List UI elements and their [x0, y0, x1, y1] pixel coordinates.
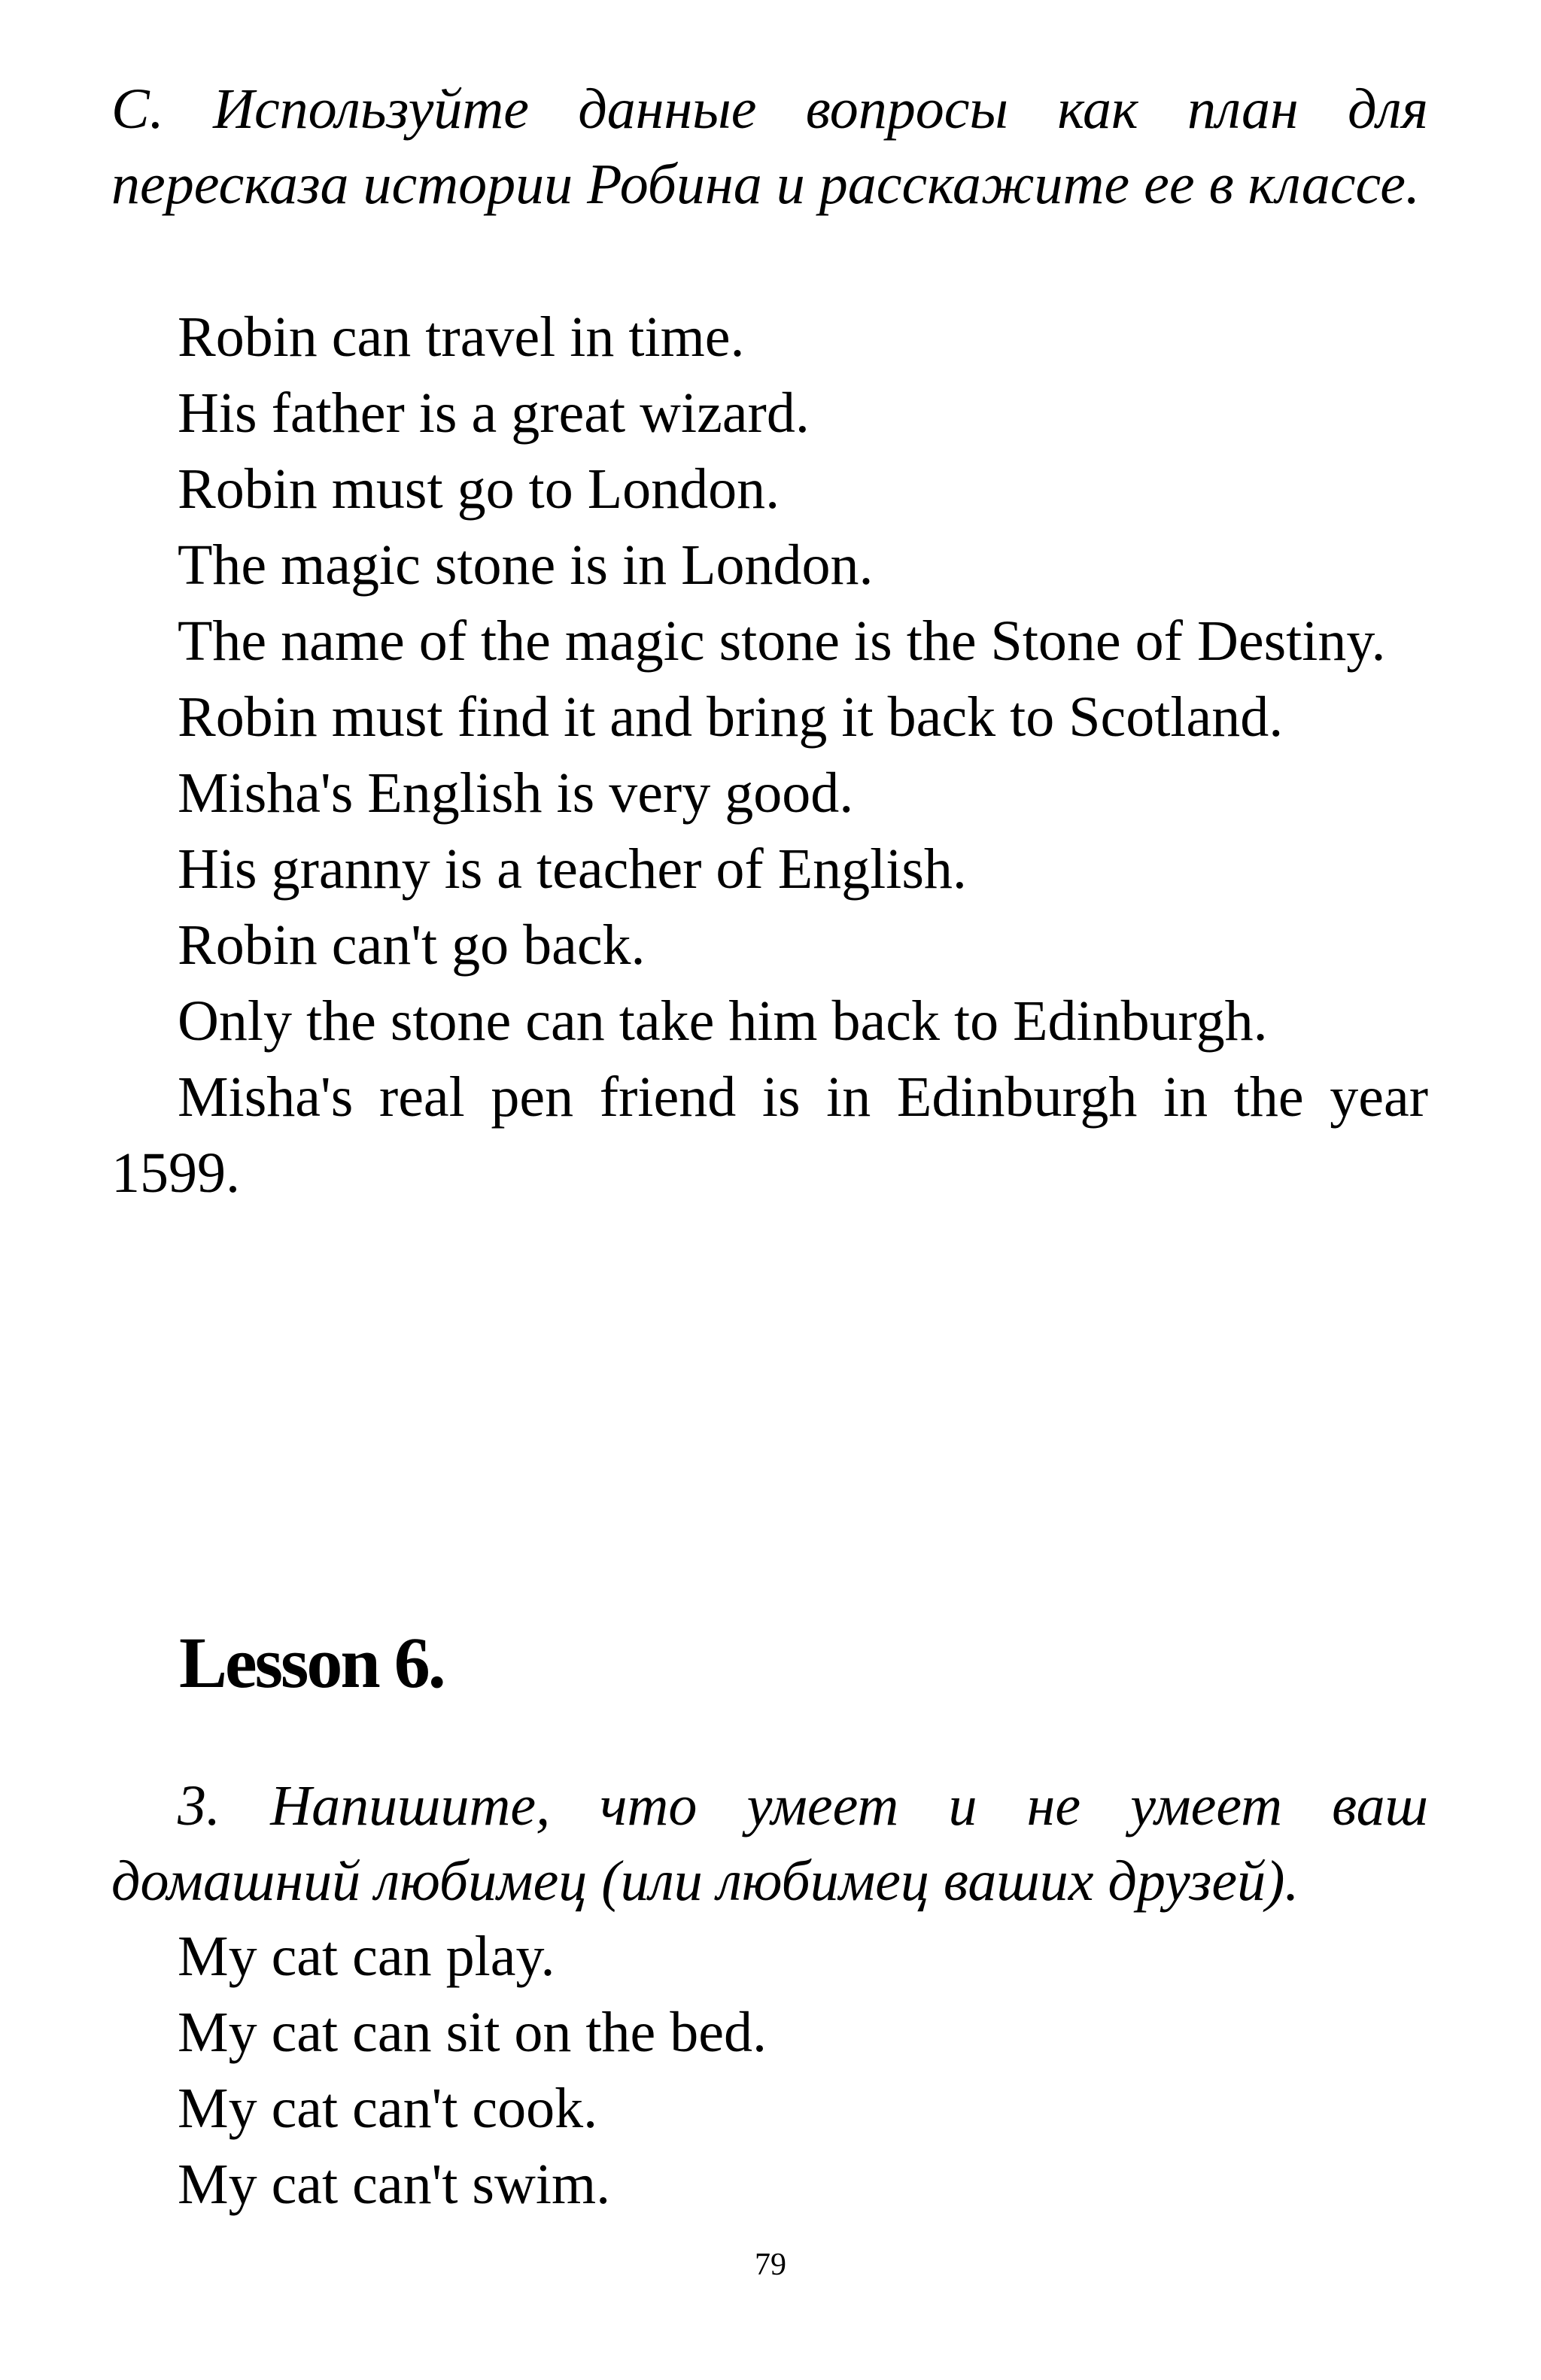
exercise-3-instruction: 3. Напишите, что умеет и не умеет ваш домашний любимец (или любимец ваших друзей).	[111, 1774, 1428, 1913]
exercise-3-lines	[111, 1919, 1428, 2223]
line-find-stone: Robin must find it and bring it back to Scotland.	[178, 685, 1284, 749]
line-misha-english: Misha's English is very good.	[178, 761, 854, 825]
section-c-instruction: С. Используйте данные вопросы как план для пересказа истории Робина и расскажите ее в классе.	[111, 78, 1428, 216]
line-robin-travel: Robin can travel in time.	[178, 305, 745, 369]
page-number: 79	[755, 2248, 786, 2282]
line-stone-of-destiny: The name of the magic stone is the Stone of Destiny.	[178, 609, 1386, 673]
exercise-3	[111, 1768, 1428, 1919]
section-c-lines	[111, 299, 1428, 1211]
section-c	[111, 71, 1428, 222]
line-only-stone: Only the stone can take him back to Edinburgh.	[178, 989, 1268, 1053]
line-cat-cant-cook: My cat can't cook.	[178, 2077, 598, 2140]
line-granny-teacher: His granny is a teacher of English.	[178, 837, 967, 901]
line-cat-sit-bed: My cat can sit on the bed.	[178, 2001, 767, 2064]
line-cat-play: My cat can play.	[178, 1925, 555, 1988]
line-father-wizard: His father is a great wizard.	[178, 381, 810, 445]
line-pen-friend: Misha's real pen friend is in Edinburgh in the year 1599.	[111, 1065, 1428, 1205]
line-robin-london: Robin must go to London.	[178, 457, 780, 521]
line-robin-cant-go-back: Robin can't go back.	[178, 913, 646, 977]
line-cat-cant-swim: My cat can't swim.	[178, 2153, 611, 2216]
line-magic-stone-london: The magic stone is in London.	[178, 533, 874, 597]
lesson-title: Lesson 6.	[179, 1622, 444, 1703]
